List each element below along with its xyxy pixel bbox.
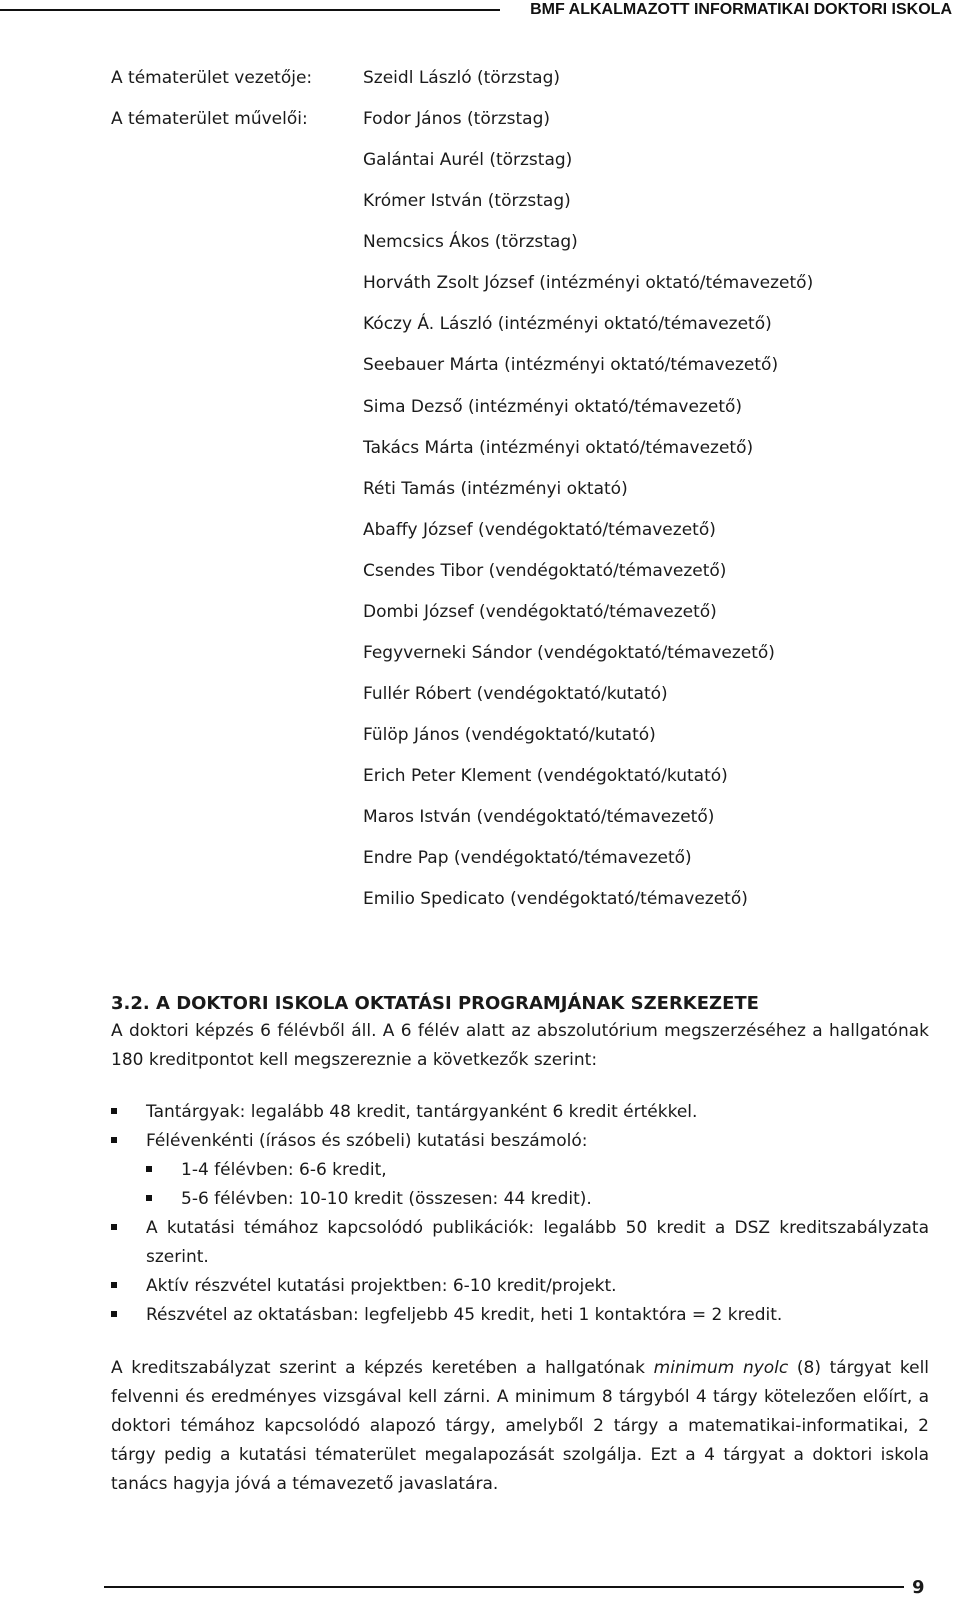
- list-item: Horváth Zsolt József (intézményi oktató/témavezető): [363, 273, 814, 293]
- list-item: Galántai Aurél (törzstag): [363, 150, 573, 170]
- list-item: Krómer István (törzstag): [363, 191, 571, 211]
- list-item: Endre Pap (vendégoktató/témavezető): [363, 848, 692, 868]
- bullet-text: Félévenkénti (írásos és szóbeli) kutatási beszámoló:: [146, 1131, 588, 1151]
- bullet-mark: [111, 1282, 117, 1288]
- bullet-text: Aktív részvétel kutatási projektben: 6-10 kredit/projekt.: [146, 1276, 617, 1296]
- list-item: Csendes Tibor (vendégoktató/témavezető): [363, 561, 727, 581]
- list-item: Erich Peter Klement (vendégoktató/kutató): [363, 766, 728, 786]
- bullet-item: [111, 1214, 929, 1272]
- bullet-item: [111, 1301, 929, 1330]
- list-item: Takács Márta (intézményi oktató/témavezető): [363, 438, 754, 458]
- section-heading: 3.2. A DOKTORI ISKOLA OKTATÁSI PROGRAMJÁNAK SZERKEZETE: [111, 993, 759, 1014]
- bullet-text: Részvétel az oktatásban: legfeljebb 45 kredit, heti 1 kontaktóra = 2 kredit.: [146, 1305, 783, 1325]
- list-item: Kóczy Á. László (intézményi oktató/témavezető): [363, 314, 772, 334]
- bullet-mark: [111, 1224, 117, 1230]
- list-item: Réti Tamás (intézményi oktató): [363, 479, 628, 499]
- header-title: BMF ALKALMAZOTT INFORMATIKAI DOKTORI ISKOLA: [530, 1, 952, 18]
- list-item: Sima Dezső (intézményi oktató/témavezető): [363, 397, 743, 417]
- list-item: Fülöp János (vendégoktató/kutató): [363, 725, 656, 745]
- bullet-mark: [146, 1166, 152, 1172]
- list-item: Szeidl László (törzstag): [363, 68, 560, 88]
- list-item: Dombi József (vendégoktató/témavezető): [363, 602, 717, 622]
- bullet-item: [111, 1127, 929, 1156]
- bullet-item: [111, 1098, 929, 1127]
- bullet-text: 1-4 félévben: 6-6 kredit,: [181, 1160, 387, 1180]
- bullet-text: Tantárgyak: legalább 48 kredit, tantárgyanként 6 kredit értékkel.: [146, 1102, 698, 1122]
- intro-paragraph: A doktori képzés 6 félévből áll. A 6 félév alatt az abszolutórium megszerzéséhez a hallgatónak 180 kreditpontot kell megszereznie a következők szerint:: [111, 1021, 929, 1070]
- members-label: A tématerület művelői:: [111, 109, 308, 129]
- bullet-mark: [111, 1137, 117, 1143]
- page-number: 9: [912, 1577, 925, 1598]
- bullet-mark: [111, 1108, 117, 1114]
- closing-emphasis: minimum nyolc: [653, 1358, 789, 1378]
- list-item: Seebauer Márta (intézményi oktató/témavezető): [363, 355, 779, 375]
- bullet-text: 5-6 félévben: 10-10 kredit (összesen: 44 kredit).: [181, 1189, 592, 1209]
- bullet-text: A kutatási témához kapcsolódó publikációk: legalább 50 kredit a DSZ kreditszabályzata szerint.: [146, 1218, 929, 1267]
- list-item: Fegyverneki Sándor (vendégoktató/témavezető): [363, 643, 775, 663]
- list-item: Nemcsics Ákos (törzstag): [363, 232, 578, 252]
- footer-rule: [104, 1586, 904, 1588]
- list-item: Fodor János (törzstag): [363, 109, 550, 129]
- bullet-mark: [146, 1195, 152, 1201]
- sub-bullet-item: [146, 1156, 929, 1185]
- sub-bullet-item: [146, 1185, 929, 1214]
- closing-paragraph: [111, 1354, 929, 1499]
- bullet-mark: [111, 1311, 117, 1317]
- closing-text-start: A kreditszabályzat szerint a képzés keretében a hallgatónak: [111, 1358, 646, 1378]
- leader-label: A tématerület vezetője:: [111, 68, 313, 88]
- closing-text-end: (8) tárgyat kell felvenni és eredményes vizsgával kell zárni. A minimum 8 tárgyból 4 tárgy kötelezően előírt, a doktori témához kapcsolódó alapozó tárgy, amelyből 2 tárgy a matematikai-informatikai, 2 tárgy pedig a kutatási tématerület megalapozását szolgálja. Ezt a 4 tárgyat a doktori iskola tanács hagyja jóvá a témavezető javaslatára.: [111, 1358, 930, 1494]
- header-rule: [0, 9, 500, 11]
- list-item: Fullér Róbert (vendégoktató/kutató): [363, 684, 668, 704]
- bullet-item: [111, 1272, 929, 1301]
- list-item: Maros István (vendégoktató/témavezető): [363, 807, 715, 827]
- list-item: Emilio Spedicato (vendégoktató/témavezető): [363, 889, 748, 909]
- list-item: Abaffy József (vendégoktató/témavezető): [363, 520, 716, 540]
